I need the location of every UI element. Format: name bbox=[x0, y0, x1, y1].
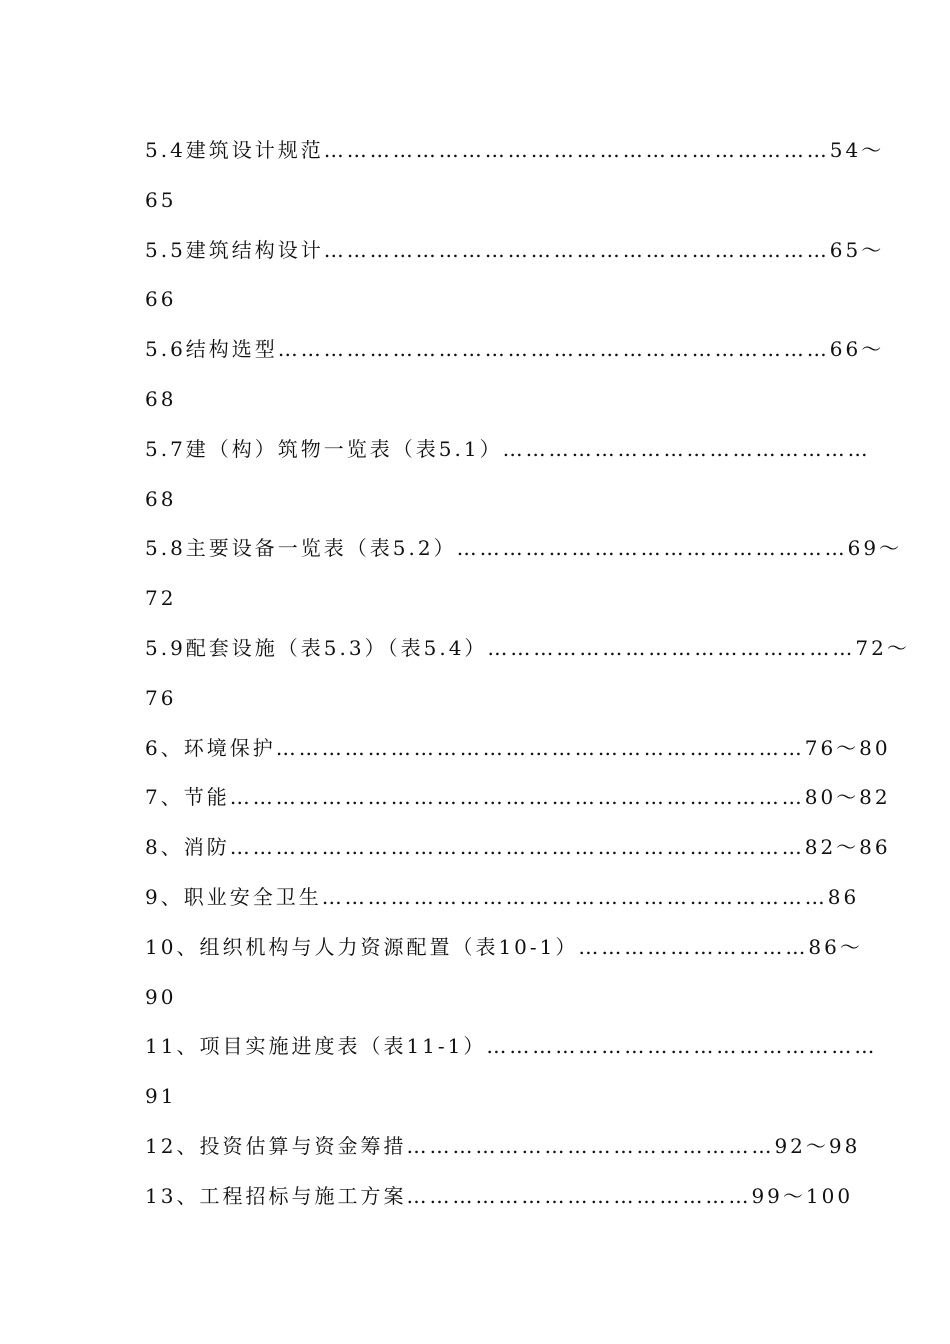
toc-line: 8、消防…………………………………………………………………82～86 bbox=[145, 835, 891, 860]
toc-line: 5.6结构选型………………………………………………………………66～ bbox=[145, 337, 885, 362]
toc-line: 5.5建筑结构设计…………………………………………………………65～ bbox=[145, 237, 885, 262]
toc-line: 12、投资估算与资金筹措…………………………………………92～98 bbox=[145, 1133, 861, 1158]
toc-line: 76 bbox=[145, 685, 177, 710]
toc-line: 68 bbox=[145, 486, 177, 511]
toc-line: 10、组织机构与人力资源配置（表10-1）…………………………86～ bbox=[145, 934, 863, 959]
toc-line: 13、工程招标与施工方案………………………………………99～100 bbox=[145, 1183, 854, 1208]
toc-line: 11、项目实施进度表（表11-1）…………………………………………… bbox=[145, 1034, 878, 1059]
toc-line: 5.8主要设备一览表（表5.2）……………………………………………69～ bbox=[145, 536, 903, 561]
toc-line: 5.9配套设施（表5.3）（表5.4）…………………………………………72～ bbox=[145, 635, 910, 660]
toc-line: 68 bbox=[145, 386, 177, 411]
toc-line: 7、节能…………………………………………………………………80～82 bbox=[145, 785, 891, 810]
toc-line: 9、职业安全卫生…………………………………………………………86 bbox=[145, 884, 860, 909]
toc-line: 5.4建筑设计规范…………………………………………………………54～ bbox=[145, 138, 885, 162]
toc-line: 5.7建（构）筑物一览表（表5.1）………………………………………… bbox=[145, 436, 871, 461]
toc-line: 90 bbox=[145, 984, 177, 1009]
toc-line: 65 bbox=[145, 187, 177, 212]
toc-line: 72 bbox=[145, 586, 177, 611]
table-of-contents bbox=[145, 126, 910, 1222]
toc-line: 91 bbox=[145, 1084, 177, 1109]
toc-line: 66 bbox=[145, 287, 177, 312]
toc-line: 6、环境保护……………………………………………………………76～80 bbox=[145, 735, 891, 760]
